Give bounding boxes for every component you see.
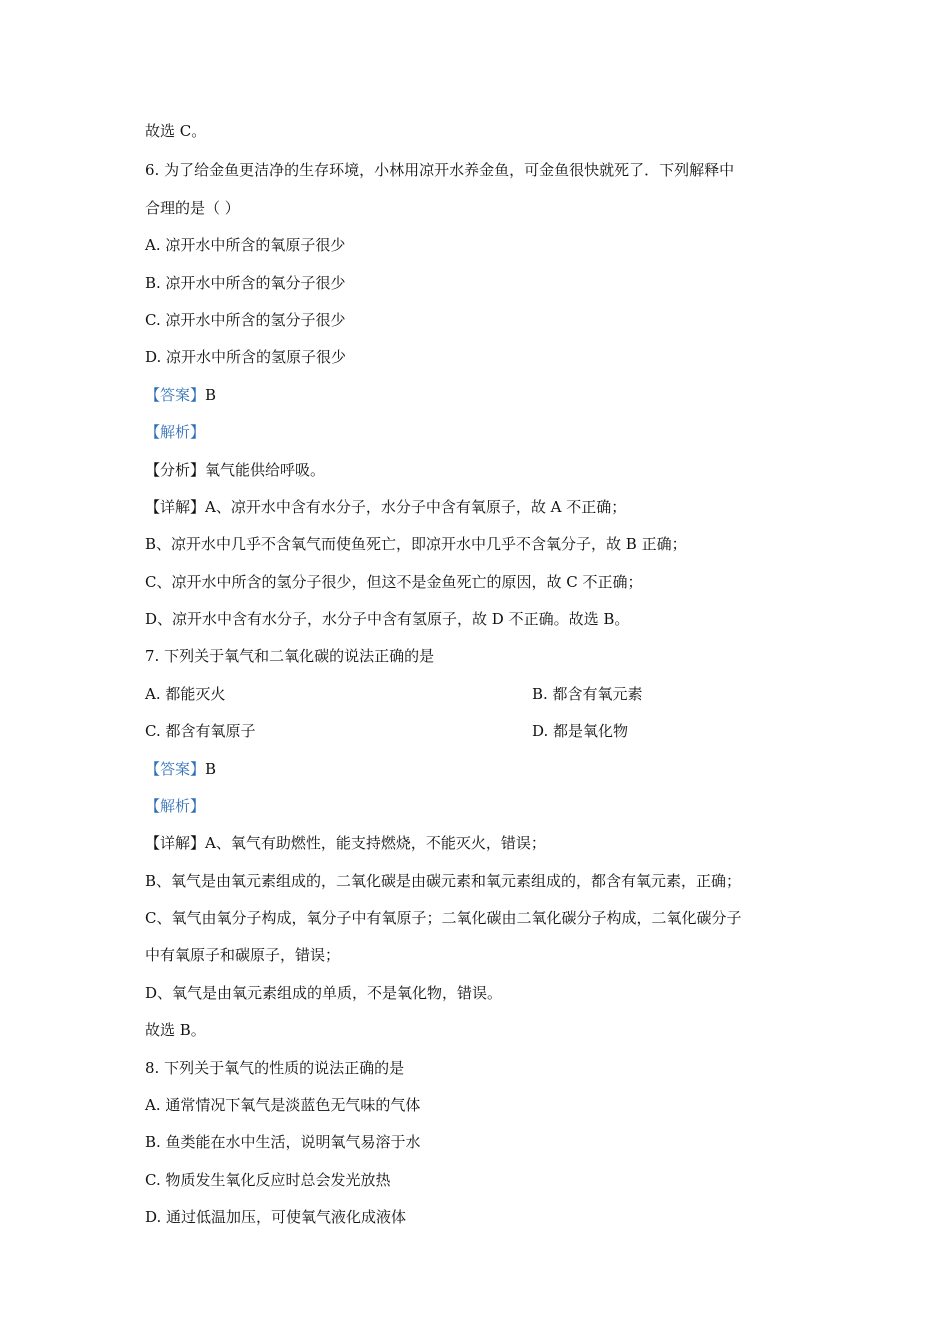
q7-detail-tag: 【详解】: [145, 834, 206, 852]
q7-answer-tag: 【答案】: [145, 760, 206, 778]
q6-answer: [145, 385, 216, 405]
q6-analysis-tag: 【解析】: [145, 423, 206, 441]
q6-option-b: B. 凉开水中所含的氧分子很少: [145, 274, 346, 292]
q6-option-c: C. 凉开水中所含的氢分子很少: [145, 311, 346, 329]
q6-option-d: D. 凉开水中所含的氢原子很少: [145, 348, 347, 366]
q6-stem-line2: 合理的是（ ）: [145, 199, 240, 217]
prev-conclusion: 故选 C。: [145, 122, 207, 140]
q7-stem: 7. 下列关于氧气和二氧化碳的说法正确的是: [145, 647, 435, 665]
q7-option-c: C. 都含有氧原子: [145, 722, 256, 740]
q7-detail-c-line1: C、氧气由氧分子构成，氧分子中有氧原子；二氧化碳由二氧化碳分子构成，二氧化碳分子: [145, 909, 742, 927]
q7-answer: [145, 759, 216, 779]
q7-option-a: A. 都能灭火: [145, 685, 226, 703]
q7-detail-a: [145, 833, 546, 853]
q6-answer-value: B: [205, 386, 217, 404]
q6-detail-a-text: A、凉开水中含有水分子，水分子中含有氧原子，故 A 不正确；: [205, 498, 627, 516]
q7-detail-c-line2: 中有氧原子和碳原子，错误；: [145, 946, 341, 964]
q6-analysis: [145, 422, 205, 442]
q6-option-a: A. 凉开水中所含的氧原子很少: [145, 236, 346, 254]
q6-detail-c: C、凉开水中所含的氢分子很少，但这不是金鱼死亡的原因，故 C 不正确；: [145, 573, 643, 591]
q6-fenxi: [145, 460, 325, 480]
q7-answer-value: B: [205, 760, 217, 778]
q7-option-d: D. 都是氧化物: [532, 722, 629, 740]
q7-analysis: [145, 796, 205, 816]
q6-detail-a: [145, 497, 626, 517]
q8-option-b: B. 鱼类能在水中生活，说明氧气易溶于水: [145, 1133, 421, 1151]
q7-option-b: B. 都含有氧元素: [532, 685, 643, 703]
q7-detail-a-text: A、氧气有助燃性，能支持燃烧，不能灭火，错误；: [205, 834, 546, 852]
q7-conclusion: 故选 B。: [145, 1021, 206, 1039]
q6-fenxi-text: 氧气能供给呼吸。: [205, 461, 326, 479]
q6-detail-b: B、凉开水中几乎不含氧气而使鱼死亡，即凉开水中几乎不含氧分子，故 B 正确；: [145, 535, 687, 553]
q8-option-d: D. 通过低温加压，可使氧气液化成液体: [145, 1208, 407, 1226]
q6-detail-tag: 【详解】: [145, 498, 206, 516]
q6-detail-d: D、凉开水中含有水分子，水分子中含有氢原子，故 D 不正确。故选 B。: [145, 610, 630, 628]
q6-answer-tag: 【答案】: [145, 386, 206, 404]
q7-analysis-tag: 【解析】: [145, 797, 206, 815]
q8-option-c: C. 物质发生氧化反应时总会发光放热: [145, 1171, 391, 1189]
q6-fenxi-tag: 【分析】: [145, 461, 206, 479]
q7-detail-d: D、氧气是由氧元素组成的单质，不是氧化物，错误。: [145, 984, 503, 1002]
q8-option-a: A. 通常情况下氧气是淡蓝色无气味的气体: [145, 1096, 421, 1114]
q7-detail-b: B、氧气是由氧元素组成的，二氧化碳是由碳元素和氧元素组成的，都含有氧元素，正确；: [145, 872, 742, 890]
q6-stem-line1: 6. 为了给金鱼更洁净的生存环境，小林用凉开水养金鱼，可金鱼很快就死了．下列解释中: [145, 161, 735, 179]
q8-stem: 8. 下列关于氧气的性质的说法正确的是: [145, 1059, 405, 1077]
